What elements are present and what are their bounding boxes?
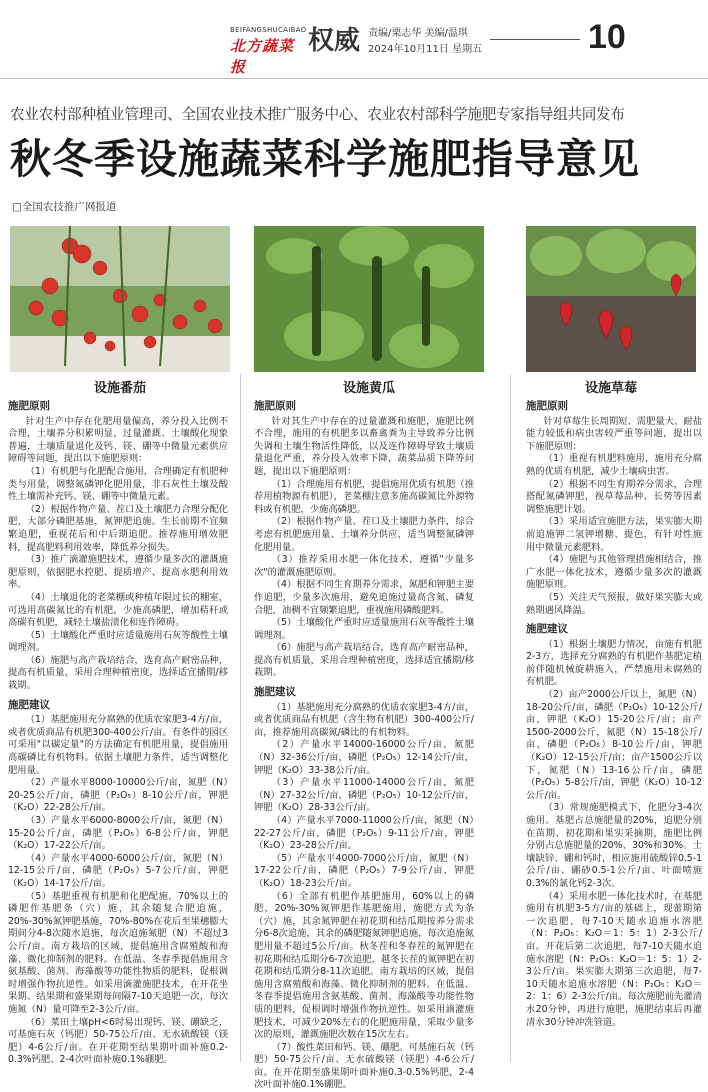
cucumber-caption: 设施黄瓜 — [342, 381, 395, 396]
strawberry-photo — [526, 226, 696, 372]
article-source: 农业农村部种植业管理司、全国农业技术推广服务中心、农业农村部科学施肥专家指导组共同发布 — [10, 106, 625, 123]
paragraph: （4）土壤退化的老菜棚或种植年限过长的棚室，可选用高碳氮比的有机肥，少施高磷肥，增加秸秆或高碳有机肥，减轻土壤盐渍化和连作障碍。 — [8, 591, 228, 629]
paragraph: （2）根据作物产量、茬口及土壤肥力条件，综合考虑有机肥施用量、土壤养分供应，适当调整氮磷钾化肥用量。 — [254, 516, 474, 553]
paragraph: （5）基肥重视有机肥和化肥配施，70%以上的磷肥作基肥条（穴）施，其余随复合肥追施，20%-30%氮钾肥基施，70%-80%在花后至果穗膨大期间分4-8次随水追施，每次追施氮肥（N）不超过3公斤/亩。南方栽培的区域，提倡施用含腐殖酸和海藻、微化抑制剂的肥料。在低温、冬春季提倡施用含氨基酸、菌剂、海藻酸等功能性物质的肥料，促根调时增强作物抗逆性。如采用滴灌施肥技术，在开花坐果期、结果期和盛果期每间隔7-10天追肥一次，每次施氮（N）量可降至2-3公斤/亩。 — [8, 890, 228, 1015]
article-headline: 秋冬季设施蔬菜科学施肥指导意见 — [10, 135, 640, 183]
paragraph: （6）菜田土壤pH<6时易出现钙、镁、硼缺乏，可基施石灰（钙肥）50-75公斤/亩、无水硫酸镁（镁肥）4-6公斤/亩。在开花期至结果期叶面补施0.2-0.3%钙肥、2-4次叶面补施0.1%硼肥。 — [8, 1016, 228, 1066]
paragraph: （3）产量水平6000-8000公斤/亩，氮肥（N）15-20公斤/亩，磷肥（P₂O₅）6-8公斤/亩，钾肥（K₂O）17-22公斤/亩。 — [8, 815, 228, 852]
paragraph: （1）基肥施用充分腐熟的优质农家肥3-4方/亩，或者优质商品有机肥（含生物有机肥）300-400公斤/亩，推荐施用高碳氮/磷比的有机物料。 — [254, 701, 474, 738]
strawberry-column — [526, 398, 702, 1029]
paragraph: （3）推广滴灌施肥技术，遵循少量多次的灌溉施肥原则，依据肥水控肥、提质增产、提高水肥利用效率。 — [8, 554, 228, 591]
section-heading: 施肥建议 — [8, 698, 50, 711]
paragraph: （2）亩产2000公斤以上，氮肥（N）18-20公斤/亩，磷肥（P₂O₅）10-12公斤/亩，钾肥（K₂O）15-20公斤/亩；亩产1500-2000公斤，氮肥（N）15-18公斤/亩，磷肥（P₂O₅）8-10公斤/亩，钾肥（K₂O）12-15公斤/亩；亩产1500公斤以下，氮肥（N）13-16公斤/亩，磷肥（P₂O₅）5-8公斤/亩，钾肥（K₂O）10-12公斤/亩。 — [526, 689, 702, 801]
paragraph: 针对生产中存在化肥用量偏高，养分投入比例不合理，土壤养分积累明显，过量灌溉、土壤酸化现象普遍，土壤质量退化及钙、镁、硼等中微量元素供应障碍等问题，提出以下施肥原则： — [8, 415, 228, 465]
paragraph: （1）重视有机肥料施用，施用充分腐熟的优质有机肥，减少土壤病虫害。 — [526, 453, 702, 477]
strawberry-plant-photo-icon — [526, 226, 696, 372]
strawberry-caption: 设施草莓 — [584, 381, 637, 396]
paragraph: （2）根据不同生育期养分需求，合理搭配氮磷钾肥，视草莓品种、长势等因素调整施肥计划。 — [526, 478, 702, 515]
paragraph: （2）根据作物产量、茬口及土壤肥力合理分配化肥，大部分磷肥基施，氮钾肥追施。生长前期不宜频繁追肥，重视花后和中后期追肥。推荐施用增效肥料，提高肥料利用效率，降低养分损失。 — [8, 503, 228, 553]
paragraph: （3）产量水平11000-14000公斤/亩，氮肥（N）27-32公斤/亩，磷肥（P₂O₅）10-12公斤/亩，钾肥（K₂O）28-33公斤/亩。 — [254, 777, 474, 814]
paragraph: （2）产量水平8000-10000公斤/亩，氮肥（N）20-25公斤/亩，磷肥（P₂O₅）8-10公斤/亩，钾肥（K₂O）22-28公斤/亩。 — [8, 777, 228, 814]
cucumber-column — [254, 398, 474, 1092]
paragraph: （4）根据不同生育期养分需求，氮肥和钾肥主要作追肥，少量多次施用，避免追施过量高含氮、磷复合肥，油稠不宜频繁追肥，重视施用磷酸肥料。 — [254, 579, 474, 616]
logo-title: 北方蔬菜报 — [230, 37, 295, 76]
paragraph: （5）关注天气预报，做好果实膨大或熟期遇风降温。 — [526, 591, 702, 616]
paragraph: （3）常规施肥模式下，化肥分3-4次施用。基肥占总施肥量的20%，追肥分别在苗期、初花期和果实采摘期，施肥比例分别占总施肥量的20%、30%和30%。土壤缺锌、硼和钙时，相应施用硫酸锌0.5-1公斤/亩、硼砂0.5-1公斤/亩、叶面喷施0.3%的氯化钙2-3次。 — [526, 802, 702, 889]
section-heading: 施肥原则 — [254, 400, 296, 412]
paragraph: 针对草莓生长周期短、需肥量大、耐盐能力较低和病虫害较严重等问题，提出以下施肥原则： — [526, 415, 702, 452]
tomato-photo — [10, 226, 230, 372]
issue-date: 2024年10月11日 星期五 — [368, 44, 483, 55]
paragraph: （2）产量水平14000-16000公斤/亩，氮肥（N）32-36公斤/亩，磷肥（P₂O₅）12-14公斤/亩，钾肥（K₂O）33-38公斤/亩。 — [254, 739, 474, 776]
tomato-caption: 设施番茄 — [93, 381, 146, 396]
paragraph: （3）推荐采用水肥一体化技术，遵循"少量多次"的灌溉施肥原则。 — [254, 554, 474, 578]
paragraph: （3）采用适宜施肥方法，果实膨大期前追施钾二氢钾增糖、提色，有针对性施用中微量元素肥料。 — [526, 516, 702, 553]
tomato-plant-photo-icon — [10, 226, 230, 372]
tomato-column — [8, 398, 228, 1067]
paragraph: （4）产量水平7000-11000公斤/亩，氮肥（N）22-27公斤/亩，磷肥（P₂O₅）9-11公斤/亩，钾肥（K₂O）23-28公斤/亩。 — [254, 815, 474, 852]
column-divider — [240, 374, 241, 1062]
paragraph: 针对其生产中存在的过量灌溉和施肥，施肥比例不合理，施用的有机肥多以畜禽粪为主导致养分比例失调和土壤生物活性降低，以及连作障碍导致土壤质量退化严重，养分投入效率下降，蔬菜品质下降等问题，提出以下施肥原则： — [254, 415, 474, 477]
logo-pinyin: BEIFANGSHUCAIBAO — [230, 26, 307, 34]
masthead — [0, 0, 708, 80]
masthead-divider — [0, 78, 708, 79]
cucumber-photo — [254, 226, 484, 372]
paragraph: （4）产量水平4000-6000公斤/亩，氮肥（N）12-15公斤/亩，磷肥（P₂O₅）5-7公斤/亩，钾肥（K₂O）14-17公斤/亩。 — [8, 852, 228, 889]
paragraph: （5）土壤酸化严重时应适量施用石灰等酸性土壤调理剂。 — [254, 617, 474, 641]
paragraph: （7）酸性菜田和钙、镁、硼肥。可基施石灰（钙肥）50-75公斤/亩、无水硫酸镁（镁肥）4-6公斤/亩。在开花期至盛果期叶面补施0.3-0.5%钙肥，2-4次叶面补施0.1%硼肥。 — [254, 1041, 474, 1091]
article-byline: □全国农技推广网报道 — [12, 201, 117, 213]
header-rule — [490, 39, 580, 40]
column-divider — [510, 374, 511, 1062]
newspaper-logo — [230, 22, 308, 76]
paragraph: （4）采用水肥一体化技术时，在基肥施用有机肥3-5方/亩的基础上，现蕾期第一次追肥，每7-10天随水追施水溶肥（N：P₂O₅：K₂O＝1：5：1）2-3公斤/亩。开花后第二次追肥，每7-10天随水追施水溶肥（N：P₂O₅：K₂O＝1：5：1）2-3公斤/亩。果实膨大期第三次追肥，每7-10天随水追施水溶肥（N：P₂O₅：K₂O＝2：1：6）2-3公斤/亩。每次施肥前先灌清水20分钟，再进行施肥，施肥结束后再灌清水30分钟冲洗管道。 — [526, 890, 702, 1028]
paragraph: （1）合理施用有机肥，提倡施用优质有机肥（推荐用植物源有机肥），老菜棚注意多施高碳氮比外源物料或有机肥，少施高磷肥。 — [254, 478, 474, 515]
paragraph: （6）施肥与高产栽培结合，选育高产耐密品种，提高有机质量，采用合理种植密度，选择适宜播期/移栽期。 — [8, 654, 228, 692]
section-title: 权威 — [308, 26, 361, 56]
paragraph: （1）有机肥与化肥配合施用，合理确定有机肥种类与用量，调整氮磷钾化肥用量，非石灰性土壤及酸性土壤需补充钙、镁、硼等中微量元素。 — [8, 465, 228, 503]
paragraph: （4）施肥与其他管理措施相结合，推广水肥一体化技术，遵循少量多次的灌溉施肥原则。 — [526, 554, 702, 591]
cucumber-plant-photo-icon — [254, 226, 484, 372]
section-heading: 施肥建议 — [526, 623, 568, 636]
paragraph: （5）产量水平4000-7000公斤/亩，氮肥（N）17-22公斤/亩，磷肥（P₂O₅）7-9公斤/亩，钾肥（K₂O）18-23公斤/亩。 — [254, 852, 474, 889]
paragraph: （5）土壤酸化严重时应适量施用石灰等酸性土壤调理剂。 — [8, 629, 228, 654]
section-heading: 施肥建议 — [254, 686, 296, 699]
editor-credit: 责编/栗志华 美编/温琪 — [368, 28, 468, 39]
paragraph: （1）根据土壤肥力情况，亩施有机肥2-3方，选择充分腐熟的有机肥作基肥定植前伴随机械旋耕施入，严禁施用未腐熟的有机肥。 — [526, 638, 702, 688]
section-heading: 施肥原则 — [526, 400, 568, 412]
paragraph: （6）全部有机肥作基肥施用，60%以上的磷肥、20%-30%氮钾肥作基肥施用，施肥方式为条（穴）施，其余氮钾肥在初花期和结瓜期按养分需求分6-8次追施，其余的磷肥随氮钾肥追施，每次追施氮肥用量不超过5公斤/亩。秋冬茬和冬春茬的氮钾肥在初花期和结瓜期分6-7次追肥，越冬长茬的氮钾肥在初花期和结瓜期分8-11次追肥。南方栽培的区域，提倡施用含腐殖酸和海藻、微化抑制剂的肥料。在低温、冬春季提倡施用含氨基酸、菌剂、海藻酸等功能性物质的肥料，促根调时增强作物抗逆性。如采用滴灌施肥技术，可减少20%左右的化肥施用量，采取少量多次的原则，灌溉施肥次数在15次左右。 — [254, 890, 474, 1041]
section-heading: 施肥原则 — [8, 400, 50, 412]
paragraph: （6）施肥与高产栽培结合，选育高产耐密品种，提高有机质量，采用合理种植密度，选择适宜播期/移栽期。 — [254, 642, 474, 679]
paragraph: （1）基肥施用充分腐熟的优质农家肥3-4方/亩，或者优质商品有机肥300-400公斤/亩。有条件的园区可采用"以碳定量"的方法确定有机肥用量，提倡施用高碳磷比有机物料。依据土壤肥力条件，适当调整化肥用量。 — [8, 714, 228, 776]
page-number: 10 — [588, 18, 626, 56]
